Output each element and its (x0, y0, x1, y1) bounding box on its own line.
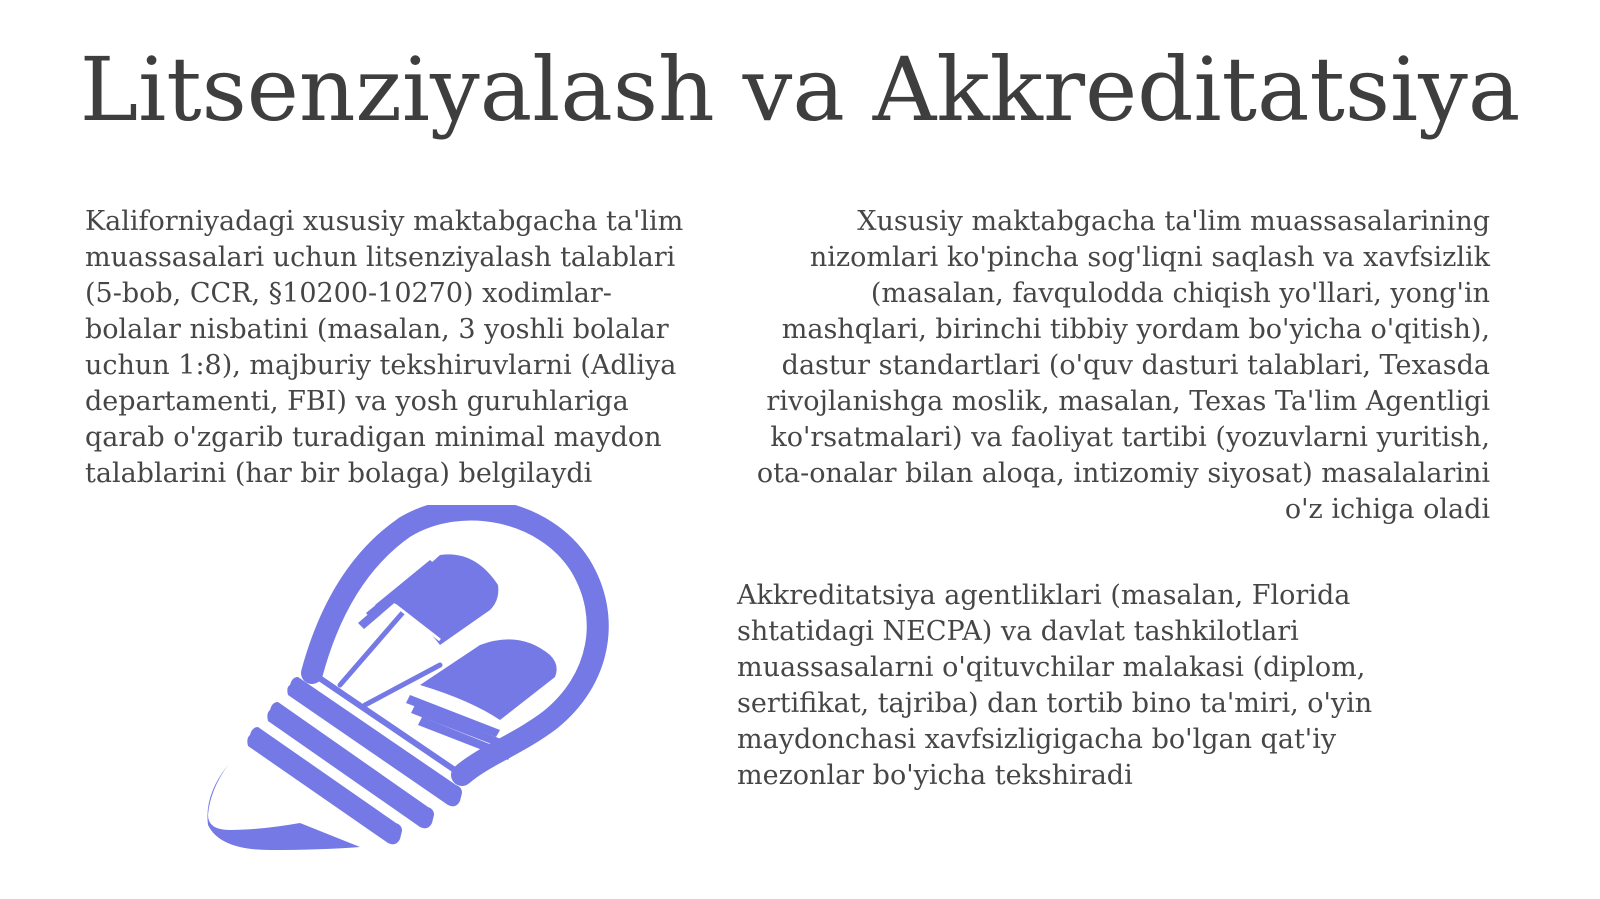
paragraph-regulations: Xususiy maktabgacha ta'lim muassasalarining nizomlari ko'pincha sog'liqni saqlash va xavfsizlik (masalan, favqulodda chiqish yo'llari, yong'in mashqlari, birinchi tibbiy yordam bo'yicha o'qitish), dastur standartlari (o'quv dasturi talablari, Texasda rivojlanishga moslik, masalan, Texas Ta'lim Agentligi ko'rsatmalari) va faoliyat tartibi (yozuvlarni yuritish, ota-onalar bilan aloqa, intizomiy siyosat) masalalarini o'z ichiga oladi (756, 206, 1490, 525)
slide-title: Litsenziyalash va Akkreditatsiya (79, 38, 1521, 141)
lightbulb-book-icon (200, 505, 620, 855)
paragraph-accreditation: Akkreditatsiya agentliklari (masalan, Florida shtatidagi NECPA) va davlat tashkilotlari muassasalarni o'qituvchilar malakasi (diplom, sertifikat, tajriba) dan tortib bino ta'miri, o'yin maydonchasi xavfsizligigacha bo'lgan qat'iy mezonlar bo'yicha tekshiradi (737, 580, 1373, 791)
paragraph-licensing: Kaliforniyadagi xususiy maktabgacha ta'lim muassasalari uchun litsenziyalash talablari (5-bob, CCR, §10200-10270) xodimlar-bolalar nisbatini (masalan, 3 yoshli bolalar uchun 1:8), majburiy tekshiruvlarni (Adliya departamenti, FBI) va yosh guruhlariga qarab o'zgarib turadigan minimal maydon talablarini (har bir bolaga) belgilaydi (85, 206, 684, 489)
